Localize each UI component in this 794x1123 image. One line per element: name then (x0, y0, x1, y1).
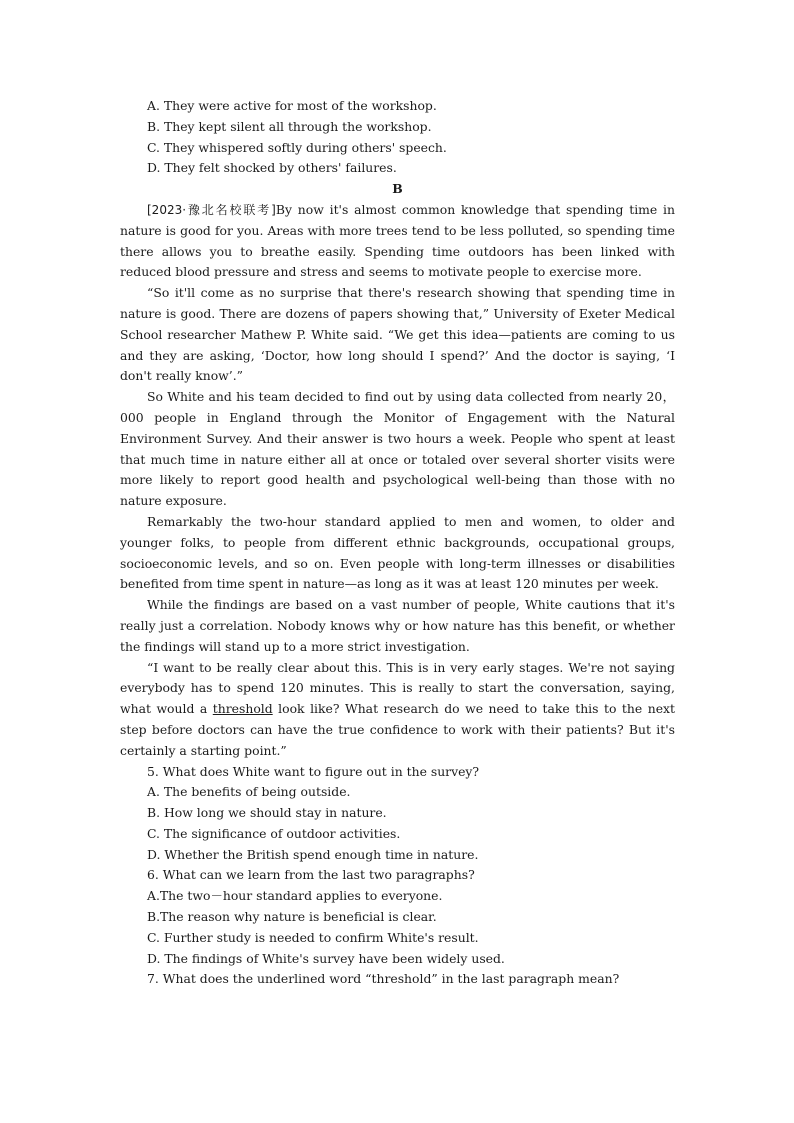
question-5-option-c: C. The significance of outdoor activities. (147, 825, 401, 841)
question-5-option-a: A. The benefits of being outside. (147, 784, 351, 800)
paragraph-4: Remarkably the two-hour standard applied to men and women, to older and younger folks, to people from different ethnic backgrounds, occupational groups, socioeconomic levels, and so on. Even people with long-term illnesses or disabilities benefited from time spent in nature—as long as it was at least 120 minutes per week. (120, 513, 675, 592)
source-tag: [2023·豫北名校联考] (147, 202, 276, 217)
question-5-option-b: B. How long we should stay in nature. (147, 805, 387, 821)
paragraph-6-end: look like? What research do we need to take this to the next step before doctors can have the true confidence to work with their patients? But it's certainly a starting point.” (120, 701, 675, 758)
paragraph-1-text: By now it's almost common knowledge that spending time in nature is good for you. Areas with more trees tend to be less polluted, so spending time there allows you to breathe easily. Spending time outdoors has been linked with reduced blood pressure and stress and seems to motivate people to exercise more. (120, 201, 675, 280)
paragraph-6 (120, 658, 675, 762)
prev-option-d: D. They felt shocked by others' failures. (147, 160, 397, 176)
question-6-stem: 6. What can we learn from the last two paragraphs? (147, 867, 475, 883)
prev-option-c: C. They whispered softly during others' speech. (147, 139, 447, 155)
paragraph-5: While the findings are based on a vast number of people, White cautions that it's really just a correlation. Nobody knows why or how nature has this benefit, or whether the findings will stand up to a more strict investigation. (120, 597, 675, 654)
paragraph-6-start: “I want to be really clear about this. This is in very early stages. We're not saying everybody has to spend 120 minutes. This is really to start the conversation, saying, what would a (120, 659, 675, 717)
question-5-stem: 5. What does White want to figure out in the survey? (147, 763, 480, 779)
underlined-word: threshold (212, 701, 273, 717)
section-label: B (392, 181, 403, 197)
document-page (120, 96, 675, 990)
question-6-option-b: B.The reason why nature is beneficial is clear. (147, 909, 437, 925)
paragraph-2: “So it'll come as no surprise that there's research showing that spending time in nature is good. There are dozens of papers showing that,” University of Exeter Medical School researcher Mathew P. White said. “We get this idea—patients are coming to us and they are asking, ‘Doctor, how long should I spend?’ And the doctor is saying, ‘I don't really know’.” (120, 285, 675, 384)
question-6-option-a: A.The two－hour standard applies to everyone. (147, 888, 443, 904)
paragraph-3: So White and his team decided to find out by using data collected from nearly 20，000 people in England through the Monitor of Engagement with the Natural Environment Survey. And their answer is two hours a week. People who spent at least that much time in nature either all at once or totaled over several shorter visits were more likely to report good health and psychological well-being than those with no nature exposure. (120, 389, 675, 509)
question-7-stem: 7. What does the underlined word “threshold” in the last paragraph mean? (147, 971, 620, 987)
question-6-option-d: D. The findings of White's survey have been widely used. (147, 950, 505, 966)
question-5-option-d: D. Whether the British spend enough time in nature. (147, 846, 479, 862)
question-6-option-c: C. Further study is needed to confirm White's result. (147, 929, 479, 945)
prev-option-a: A. They were active for most of the workshop. (147, 98, 437, 113)
paragraph-1 (120, 200, 675, 283)
prev-option-b: B. They kept silent all through the workshop. (147, 118, 432, 134)
